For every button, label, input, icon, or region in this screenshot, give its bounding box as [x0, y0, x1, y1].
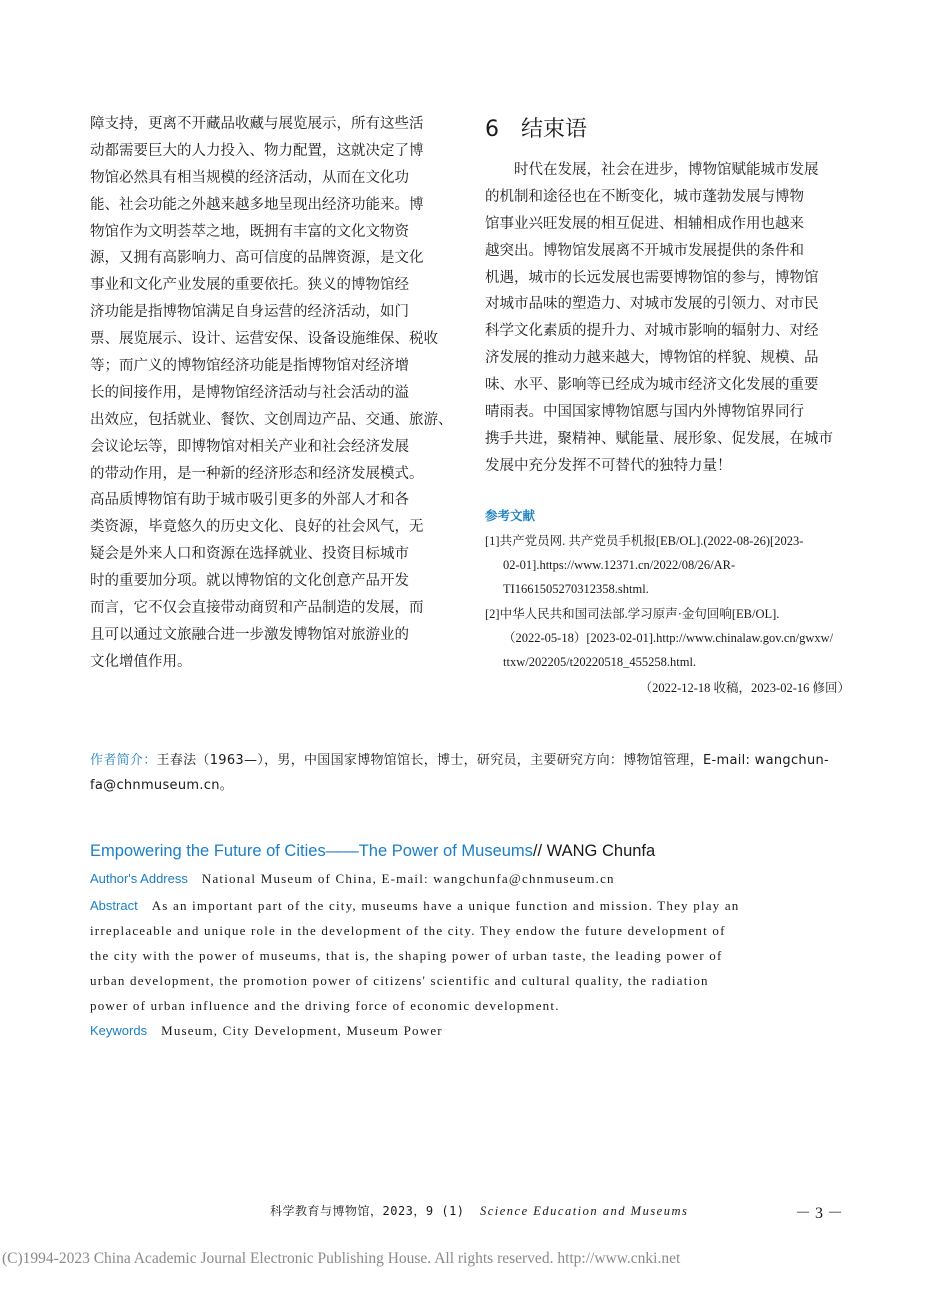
paragraph-line: 文化增值作用。	[90, 653, 192, 670]
page-number: － 3 －	[795, 1205, 844, 1222]
abstract-label: Abstract	[90, 898, 138, 913]
reference-item-1	[485, 529, 855, 601]
reference-line: （2022-05-18）[2023-02-01].http://www.chinalaw.gov.cn/gwxw/	[503, 631, 834, 645]
paragraph-line: 障支持，更离不开藏品收藏与展览展示，所有这些活	[90, 116, 424, 132]
author-bio-line	[90, 748, 850, 773]
abstract-text: As an important part of the city, museums have a unique function and mission. They play an	[151, 898, 740, 913]
reference-line: ttxw/202205/t20220518_455258.html.	[503, 655, 697, 669]
paragraph-line: 类资源，毕竟悠久的历史文化、良好的社会风气，无	[90, 519, 424, 536]
copyright-notice: (C)1994-2023 China Academic Journal Electronic Publishing House. All rights reserved. http://www.cnki.net	[2, 1250, 681, 1267]
abstract-line: power of urban influence and the driving force of economic development.	[90, 998, 560, 1013]
author-bio-line: fa@chnmuseum.cn。	[90, 778, 234, 793]
paragraph-line: 而言，它不仅会直接带动商贸和产品制造的发展，而	[90, 600, 424, 617]
footer-journal	[270, 1202, 688, 1219]
references-heading: 参考文献	[485, 508, 536, 523]
paragraph-line: 携手共进，聚精神、赋能量、展形象、促发展，在城市	[485, 430, 833, 447]
reference-line: TI1661505270312358.shtml.	[503, 582, 649, 596]
paragraph-line: 高品质博物馆有助于城市吸引更多的外部人才和各	[90, 492, 409, 509]
paragraph-line: 物馆必然具有相当规模的经济活动，从而在文化功	[90, 169, 409, 186]
english-title	[90, 842, 655, 861]
left-body-column	[90, 111, 470, 676]
paragraph-line: 味、水平、影响等已经成为城市经济文化发展的重要	[485, 377, 819, 394]
paragraph-line: 会议论坛等，即博物馆对相关产业和社会经济发展	[90, 438, 409, 455]
author-address-text: National Museum of China, E-mail: wangchunfa@chnmuseum.cn	[201, 871, 615, 886]
reference-line: [1]共产党员网. 共产党员手机报[EB/OL].(2022-08-26)[2023-	[485, 534, 804, 548]
reference-item-2	[485, 602, 855, 674]
paragraph-line: 科学文化素质的提升力、对城市影响的辐射力、对经	[485, 323, 819, 340]
paragraph-line: 等；而广义的博物馆经济功能是指博物馆对经济增	[90, 358, 409, 375]
abstract-line	[90, 893, 850, 918]
paragraph-line: 事业和文化产业发展的重要依托。狭义的博物馆经	[90, 277, 409, 294]
paragraph-line: 越突出。博物馆发展离不开城市发展提供的条件和	[485, 242, 804, 259]
paragraph-line: 能、社会功能之外越来越多地呈现出经济功能来。博	[90, 196, 424, 213]
paragraph-line: 对城市品味的塑造力、对城市发展的引领力、对市民	[485, 296, 819, 313]
paragraph-line: 济发展的推动力越来越大，博物馆的样貌、规模、品	[485, 350, 819, 367]
paragraph-line: 且可以通过文旅融合进一步激发博物馆对旅游业的	[90, 626, 409, 643]
paragraph-line: 源，又拥有高影响力、高可信度的品牌资源，是文化	[90, 250, 424, 267]
paragraph-line: 长的间接作用，是博物馆经济活动与社会活动的溢	[90, 384, 409, 401]
author-bio-label: 作者简介：	[90, 753, 157, 768]
conclusion-body	[485, 157, 865, 480]
received-date: （2022-12-18 收稿，2023-02-16 修回）	[639, 681, 850, 695]
author-bio	[90, 748, 850, 798]
author-bio-text: 王春法（1963—），男，中国国家博物馆馆长，博士，研究员，主要研究方向：博物馆管理，E-mail: wangchun-	[156, 753, 830, 768]
english-author: // WANG Chunfa	[532, 842, 656, 860]
paragraph-line: 疑会是外来人口和资源在选择就业、投资目标城市	[90, 546, 409, 563]
reference-line: [2]中华人民共和国司法部.学习原声·金句回响[EB/OL].	[485, 607, 780, 621]
abstract-line: urban development, the promotion power of citizens' scientific and cultural quality, the radiation	[90, 973, 709, 988]
author-address	[90, 871, 850, 887]
paragraph-line: 的机制和途径也在不断变化，城市蓬勃发展与博物	[485, 188, 804, 205]
keywords-text: Museum, City Development, Museum Power	[161, 1023, 443, 1038]
paragraph-line: 晴雨表。中国国家博物馆愿与国内外博物馆界同行	[485, 404, 804, 421]
english-title-main: Empowering the Future of Cities——The Power of Museums	[90, 842, 533, 860]
keywords	[90, 1023, 850, 1039]
paragraph-line: 动都需要巨大的人力投入、物力配置，这就决定了博	[90, 142, 424, 159]
paragraph-line: 物馆作为文明荟萃之地，既拥有丰富的文化文物资	[90, 223, 409, 240]
paragraph-line: 时代在发展，社会在进步，博物馆赋能城市发展	[485, 162, 819, 178]
paragraph-line: 馆事业兴旺发展的相互促进、相辅相成作用也越来	[485, 215, 804, 232]
keywords-label: Keywords	[90, 1023, 148, 1038]
abstract-line: the city with the power of museums, that is, the shaping power of urban taste, the leading power of	[90, 948, 723, 963]
author-address-label: Author's Address	[90, 871, 188, 886]
paragraph-line: 机遇，城市的长远发展也需要博物馆的参与，博物馆	[485, 269, 819, 286]
reference-line: 02-01].https://www.12371.cn/2022/08/26/AR-	[503, 558, 736, 572]
paragraph-line: 出效应，包括就业、餐饮、文创周边产品、交通、旅游、	[90, 411, 453, 428]
section-title: 6 结束语	[485, 117, 587, 142]
footer-journal-en: Science Education and Museums	[479, 1204, 689, 1218]
paragraph-line: 票、展览展示、设计、运营安保、设备设施维保、税收	[90, 331, 438, 348]
paragraph-line: 发展中充分发挥不可替代的独特力量！	[485, 457, 732, 474]
abstract	[90, 893, 850, 1018]
abstract-line: irreplaceable and unique role in the development of the city. They endow the future development of	[90, 923, 726, 938]
paragraph-line: 的带动作用，是一种新的经济形态和经济发展模式。	[90, 465, 424, 482]
footer-journal-cn: 科学教育与博物馆，2023，9 (1)	[270, 1204, 465, 1218]
paragraph-line: 时的重要加分项。就以博物馆的文化创意产品开发	[90, 573, 409, 590]
paragraph-line: 济功能是指博物馆满足自身运营的经济活动，如门	[90, 304, 409, 321]
